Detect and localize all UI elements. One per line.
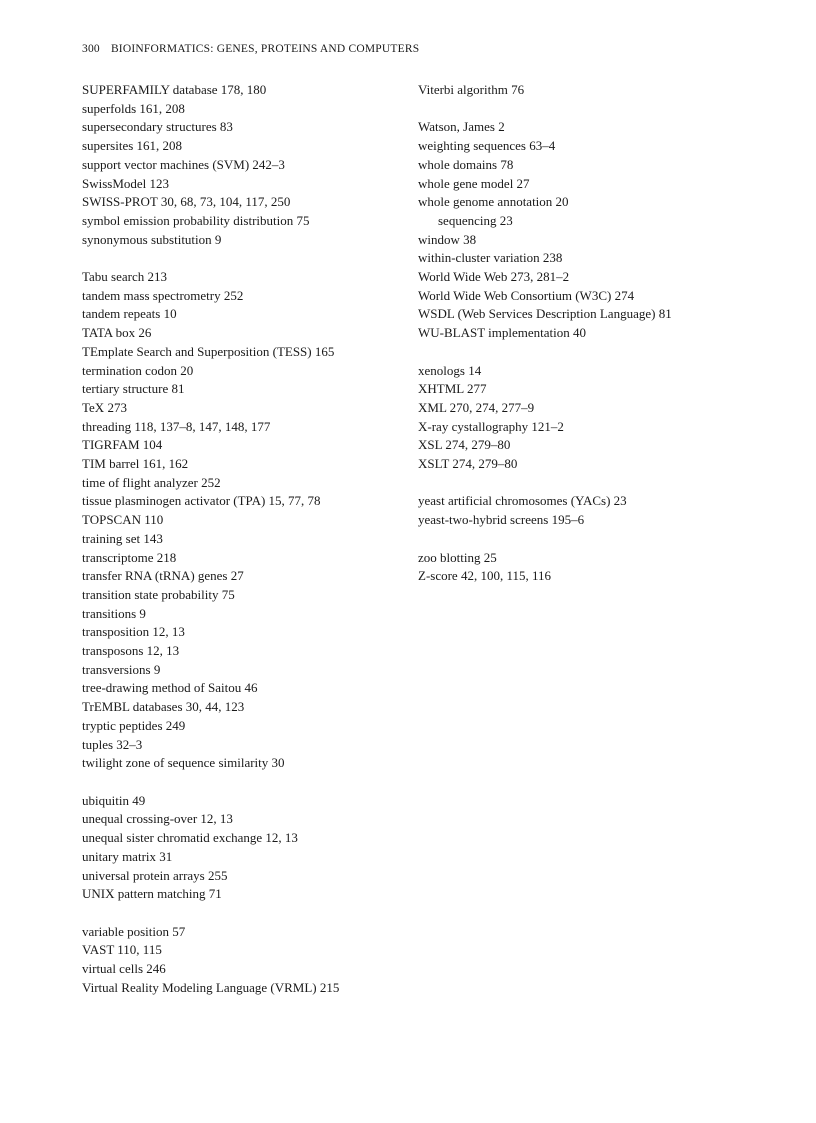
index-letter-group: [418, 549, 672, 586]
index-entry: SUPERFAMILY database 178, 180: [82, 82, 267, 97]
index-entry: transversions 9: [82, 661, 161, 677]
index-entry: universal protein arrays 255: [82, 867, 228, 883]
index-entry: superfolds 161, 208: [82, 100, 185, 116]
index-letter-group: [82, 81, 339, 249]
index-letter-group: [418, 492, 672, 529]
index-entry: tuples 32–3: [82, 736, 143, 752]
index-entry: Watson, James 2: [418, 119, 505, 135]
index-entry: TIM barrel 161, 162: [82, 456, 189, 472]
index-entry: tryptic peptides 249: [82, 717, 186, 733]
index-letter-group: [418, 81, 672, 100]
index-letter-group: [82, 792, 339, 904]
index-entry: XSLT 274, 279–80: [418, 456, 518, 472]
index-entry: tree-drawing method of Saitou 46: [82, 680, 258, 696]
index-entry: whole gene model 27: [418, 175, 530, 191]
index-entry: termination codon 20: [82, 362, 194, 378]
index-entry: training set 143: [82, 530, 163, 546]
index-entry: TrEMBL databases 30, 44, 123: [82, 699, 245, 715]
index-letter-group: [82, 923, 339, 998]
index-entry: tandem mass spectrometry 252: [82, 287, 244, 303]
index-entry: whole genome annotation 20: [418, 194, 569, 210]
page-number: 300: [82, 43, 100, 55]
index-entry: transition state probability 75: [82, 586, 235, 602]
index-entry: unequal crossing-over 12, 13: [82, 811, 233, 827]
index-entry: WU-BLAST implementation 40: [418, 325, 587, 341]
index-entry: threading 118, 137–8, 147, 148, 177: [82, 418, 271, 434]
index-entry: TATA box 26: [82, 325, 152, 341]
index-entry: XML 270, 274, 277–9: [418, 399, 535, 415]
index-entry: Tabu search 213: [82, 269, 168, 285]
index-entry: WSDL (Web Services Description Language) 81: [418, 306, 672, 322]
running-head: [82, 43, 419, 55]
index-entry: UNIX pattern matching 71: [82, 886, 222, 902]
index-entry: Viterbi algorithm 76: [418, 82, 525, 97]
index-entry: tertiary structure 81: [82, 381, 185, 397]
index-entry: zoo blotting 25: [418, 549, 497, 565]
index-entry: yeast-two-hybrid screens 195–6: [418, 512, 585, 528]
index-entry: TeX 273: [82, 399, 127, 415]
index-entry: transposition 12, 13: [82, 624, 185, 640]
index-entry: virtual cells 246: [82, 961, 166, 976]
index-entry: symbol emission probability distribution 75: [82, 212, 310, 228]
index-column-left: [82, 81, 339, 997]
index-entry: SwissModel 123: [82, 175, 170, 191]
index-entry: TIGRFAM 104: [82, 437, 163, 453]
index-entry: synonymous substitution 9: [82, 231, 222, 247]
index-entry: tandem repeats 10: [82, 306, 177, 322]
index-entry: unitary matrix 31: [82, 848, 173, 864]
index-entry: XSL 274, 279–80: [418, 437, 511, 453]
index-entry: window 38: [418, 231, 477, 247]
index-column-right: [418, 81, 672, 586]
index-entry: within-cluster variation 238: [418, 250, 563, 266]
index-entry: TEmplate Search and Superposition (TESS) 165: [82, 343, 335, 359]
index-letter-group: [82, 268, 339, 773]
index-letter-group: [418, 362, 672, 474]
index-entry: TOPSCAN 110: [82, 512, 164, 528]
index-entry: xenologs 14: [418, 362, 482, 378]
index-subentry: sequencing 23: [438, 212, 513, 228]
index-entry: time of flight analyzer 252: [82, 474, 221, 490]
index-entry: World Wide Web Consortium (W3C) 274: [418, 287, 635, 303]
index-entry: weighting sequences 63–4: [418, 138, 556, 154]
index-entry: X-ray cystallography 121–2: [418, 418, 564, 434]
index-entry: transitions 9: [82, 605, 146, 621]
index-entry: whole domains 78: [418, 156, 514, 172]
index-entry: XHTML 277: [418, 381, 487, 397]
index-entry: transposons 12, 13: [82, 643, 180, 659]
index-entry: transcriptome 218: [82, 549, 177, 565]
running-title: BIOINFORMATICS: GENES, PROTEINS AND COMPUTERS: [110, 43, 420, 55]
index-entry: twilight zone of sequence similarity 30: [82, 755, 285, 771]
index-entry: variable position 57: [82, 923, 186, 939]
index-entry: supersites 161, 208: [82, 138, 183, 154]
index-entry: support vector machines (SVM) 242–3: [82, 156, 285, 172]
index-entry: supersecondary structures 83: [82, 119, 233, 135]
index-letter-group: [418, 118, 672, 342]
index-entry: World Wide Web 273, 281–2: [418, 269, 570, 285]
index-entry: Virtual Reality Modeling Language (VRML) 215: [82, 979, 340, 995]
index-entry: Z-score 42, 100, 115, 116: [418, 568, 551, 584]
index-entry: ubiquitin 49: [82, 792, 146, 808]
index-entry: tissue plasminogen activator (TPA) 15, 77, 78: [82, 493, 321, 509]
index-entry: SWISS-PROT 30, 68, 73, 104, 117, 250: [82, 194, 291, 210]
index-entry: unequal sister chromatid exchange 12, 13: [82, 830, 298, 846]
index-entry: VAST 110, 115: [82, 942, 162, 958]
index-entry: transfer RNA (tRNA) genes 27: [82, 568, 244, 584]
index-entry: yeast artificial chromosomes (YACs) 23: [418, 493, 627, 509]
